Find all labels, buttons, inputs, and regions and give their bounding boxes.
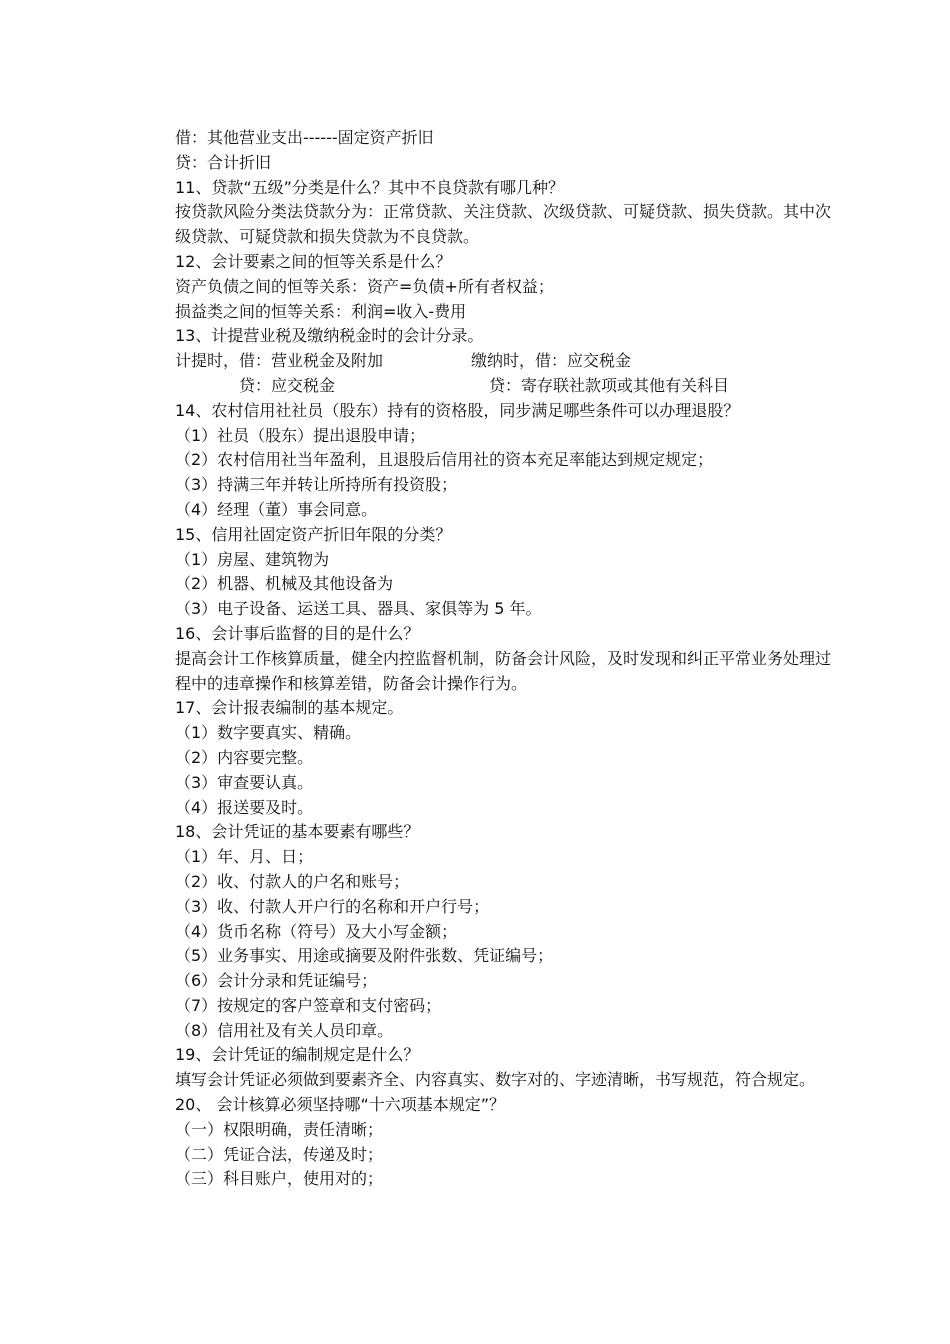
list-item: （1）数字要真实、精确。 bbox=[175, 723, 362, 743]
text-line: 贷：合计折旧 bbox=[175, 152, 272, 172]
question-heading: 11、贷款“五级”分类是什么？其中不良贷款有哪几种？ bbox=[175, 177, 564, 197]
text-line: 资产负债之间的恒等关系：资产=负债+所有者权益； bbox=[175, 276, 554, 296]
list-item: （3）持满三年并转让所持所有投资股； bbox=[175, 475, 458, 495]
list-item: （2）收、付款人的户名和账号； bbox=[175, 871, 410, 891]
list-item: （3）收、付款人开户行的名称和开户行号； bbox=[175, 896, 490, 916]
answer-paragraph: 提高会计工作核算质量，健全内控监督机制，防备会计风险，及时发现和纠正平常业务处理过程中的违章操作和核算差错，防备会计操作行为。 bbox=[175, 648, 832, 693]
list-item: （5）业务事实、用途或摘要及附件张数、凭证编号； bbox=[175, 946, 554, 966]
question-heading: 17、会计报表编制的基本规定。 bbox=[175, 698, 404, 718]
list-item: （3）电子设备、运送工具、器具、家俱等为 5 年。 bbox=[175, 599, 542, 619]
text-line: 损益类之间的恒等关系：利润=收入-费用 bbox=[175, 301, 467, 321]
list-item: （4）经理（董）事会同意。 bbox=[175, 499, 378, 519]
list-item: （6）会计分录和凭证编号； bbox=[175, 971, 378, 991]
list-item: （一）权限明确，责任清晰； bbox=[175, 1119, 384, 1139]
question-heading: 12、会计要素之间的恒等关系是什么？ bbox=[175, 251, 452, 271]
journal-entry-row bbox=[175, 349, 835, 374]
list-item: （三）科目账户，使用对的； bbox=[175, 1169, 384, 1189]
entry-debit-payment: 缴纳时，借：应交税金 bbox=[471, 351, 632, 371]
list-item: （1）社员（股东）提出退股申请； bbox=[175, 425, 426, 445]
list-item: （8）信用社及有关人员印章。 bbox=[175, 1020, 394, 1040]
list-item: （二）凭证合法，传递及时； bbox=[175, 1144, 384, 1164]
question-heading: 19、会计凭证的编制规定是什么？ bbox=[175, 1045, 420, 1065]
question-heading: 13、计提营业税及缴纳税金时的会计分录。 bbox=[175, 326, 484, 346]
question-heading: 14、农村信用社社员（股东）持有的资格股，同步满足哪些条件可以办理退股？ bbox=[175, 400, 740, 420]
entry-debit-accrual: 计提时，借：营业税金及附加 bbox=[175, 351, 384, 371]
list-item: （2）机器、机械及其他设备为 bbox=[175, 574, 394, 594]
journal-entry-row bbox=[175, 374, 835, 399]
question-heading: 16、会计事后监督的目的是什么？ bbox=[175, 623, 420, 643]
list-item: （4）报送要及时。 bbox=[175, 797, 314, 817]
question-heading: 20、 会计核算必须坚持哪“十六项基本规定”？ bbox=[175, 1095, 506, 1115]
question-heading: 15、信用社固定资产折旧年限的分类？ bbox=[175, 524, 452, 544]
list-item: （7）按规定的客户签章和支付密码； bbox=[175, 995, 442, 1015]
list-item: （2）农村信用社当年盈利，且退股后信用社的资本充足率能达到规定规定； bbox=[175, 450, 714, 470]
document-body bbox=[175, 126, 835, 1192]
list-item: （2）内容要完整。 bbox=[175, 747, 314, 767]
list-item: （1）房屋、建筑物为 bbox=[175, 549, 330, 569]
entry-credit-accrual: 贷：应交税金 bbox=[239, 375, 336, 395]
answer-paragraph: 填写会计凭证必须做到要素齐全、内容真实、数字对的、字迹清晰，书写规范，符合规定。 bbox=[175, 1070, 816, 1090]
list-item: （4）货币名称（符号）及大小写金额； bbox=[175, 921, 458, 941]
text-line: 借：其他营业支出------固定资产折旧 bbox=[175, 128, 434, 147]
list-item: （3）审查要认真。 bbox=[175, 772, 314, 792]
list-item: （1）年、月、日； bbox=[175, 847, 314, 867]
question-heading: 18、会计凭证的基本要素有哪些？ bbox=[175, 822, 420, 842]
entry-credit-payment: 贷：寄存联社款项或其他有关科目 bbox=[489, 375, 730, 395]
answer-paragraph: 按贷款风险分类法贷款分为：正常贷款、关注贷款、次级贷款、可疑贷款、损失贷款。其中次级贷款、可疑贷款和损失贷款为不良贷款。 bbox=[175, 202, 832, 247]
